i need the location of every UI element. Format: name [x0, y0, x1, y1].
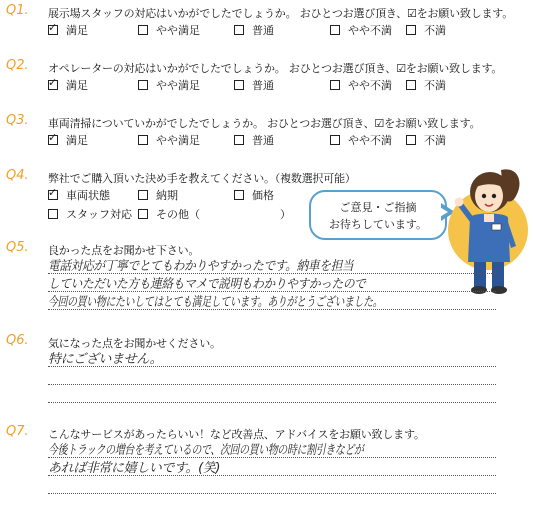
other-close-paren: ） — [280, 208, 291, 221]
checkbox[interactable] — [138, 135, 148, 145]
mascot-hand — [455, 198, 464, 207]
option-somewhat-satisfied[interactable]: やや満足 — [138, 22, 200, 38]
question-number: Q5. — [6, 240, 29, 255]
checkbox-checked[interactable] — [48, 80, 58, 90]
mascot-eye-right — [492, 194, 496, 198]
checkbox-checked[interactable] — [48, 135, 58, 145]
option-somewhat-dissatisfied[interactable]: やや不満 — [330, 132, 392, 148]
checkbox[interactable] — [330, 25, 340, 35]
checkbox[interactable] — [234, 135, 244, 145]
option-somewhat-dissatisfied[interactable]: やや不満 — [330, 77, 392, 93]
question-text: 気になった点をお聞かせください。 — [48, 337, 221, 350]
option-dissatisfied[interactable]: 不満 — [406, 77, 446, 93]
question-number: Q3. — [6, 113, 29, 128]
handwritten-answer-line: していただいた方も連絡もマメで説明もわかりやすかったので — [48, 277, 366, 292]
mascot-shoe-left — [471, 286, 487, 294]
checkbox[interactable] — [234, 190, 244, 200]
option-staff-response[interactable]: スタッフ対応 — [48, 206, 132, 222]
option-somewhat-satisfied[interactable]: やや満足 — [138, 132, 200, 148]
checkbox-checked[interactable] — [48, 190, 58, 200]
option-neutral[interactable]: 普通 — [234, 22, 274, 38]
option-somewhat-satisfied[interactable]: やや満足 — [138, 77, 200, 93]
option-satisfied[interactable]: ✓満足 — [48, 22, 88, 38]
checkbox[interactable] — [406, 25, 416, 35]
option-vehicle-condition[interactable]: ✓車両状態 — [48, 187, 110, 203]
checkbox[interactable] — [234, 25, 244, 35]
option-dissatisfied[interactable]: 不満 — [406, 22, 446, 38]
mascot-leg-right — [492, 262, 504, 288]
mascot-name-badge — [492, 224, 501, 230]
staff-mascot-illustration — [446, 162, 530, 298]
option-satisfied[interactable]: ✓満足 — [48, 132, 88, 148]
checkbox[interactable] — [48, 209, 58, 219]
option-dissatisfied[interactable]: 不満 — [406, 132, 446, 148]
checkbox[interactable] — [330, 135, 340, 145]
speech-bubble — [309, 190, 447, 240]
question-text: 展示場スタッフの対応はいかがでしたでしょうか。 おひとつお選び頂き、☑をお願い致します。 — [48, 7, 514, 20]
option-satisfied[interactable]: ✓満足 — [48, 77, 88, 93]
option-neutral[interactable]: 普通 — [234, 77, 274, 93]
handwritten-answer-line: あれば非常に嬉しいです。(笑) — [48, 461, 221, 476]
question-number: Q7. — [6, 424, 29, 439]
question-number: Q1. — [6, 3, 29, 18]
bubble-line-1: ご意見・ご指摘 — [339, 201, 417, 214]
option-delivery-time[interactable]: 納期 — [138, 187, 178, 203]
question-text: 弊社でご購入頂いた決め手を教えてください。（複数選択可能） — [48, 172, 356, 185]
checkbox[interactable] — [406, 135, 416, 145]
checkbox[interactable] — [138, 80, 148, 90]
answer-line — [48, 384, 496, 385]
question-text: 良かった点をお聞かせ下さい。 — [48, 244, 200, 257]
handwritten-answer-line: 特にございません。 — [48, 352, 163, 367]
option-price[interactable]: 価格 — [234, 187, 274, 203]
checkbox[interactable] — [234, 80, 244, 90]
option-other[interactable]: その他（ — [138, 206, 200, 222]
question-text: オペレーターの対応はいかがでしたでしょうか。 おひとつお選び頂き、☑をお願い致します。 — [48, 62, 503, 75]
handwritten-answer-line: 今回の買い物にたいしてはとても満足しています。ありがとうございました。 — [48, 295, 383, 310]
checkbox[interactable] — [138, 190, 148, 200]
question-number: Q2. — [6, 58, 29, 73]
checkbox[interactable] — [138, 209, 148, 219]
checkbox[interactable] — [138, 25, 148, 35]
checkbox[interactable] — [406, 80, 416, 90]
mascot-eye-left — [482, 194, 486, 198]
question-text: 車両清掃についていかがでしたでしょうか。 おひとつお選び頂き、☑をお願い致します。 — [48, 117, 481, 130]
mascot-shoe-right — [491, 286, 507, 294]
checkbox-checked[interactable] — [48, 25, 58, 35]
mascot-leg-left — [474, 262, 486, 288]
question-number: Q6. — [6, 333, 29, 348]
handwritten-answer-line: 今後トラックの増台を考えているので、次回の買い物の時に割引きなどが — [48, 443, 364, 458]
bubble-line-2: お待ちしています。 — [328, 218, 428, 231]
answer-line — [48, 493, 496, 494]
option-somewhat-dissatisfied[interactable]: やや不満 — [330, 22, 392, 38]
checkbox[interactable] — [330, 80, 340, 90]
answer-line — [48, 402, 496, 403]
question-text: こんなサービスがあったらいい！など改善点、アドバイスをお願い致します。 — [48, 428, 425, 441]
mascot-neck — [484, 214, 494, 222]
question-number: Q4. — [6, 168, 29, 183]
handwritten-answer-line: 電話対応が丁寧でとてもわかりやすかったです。納車を担当 — [48, 259, 354, 274]
option-neutral[interactable]: 普通 — [234, 132, 274, 148]
